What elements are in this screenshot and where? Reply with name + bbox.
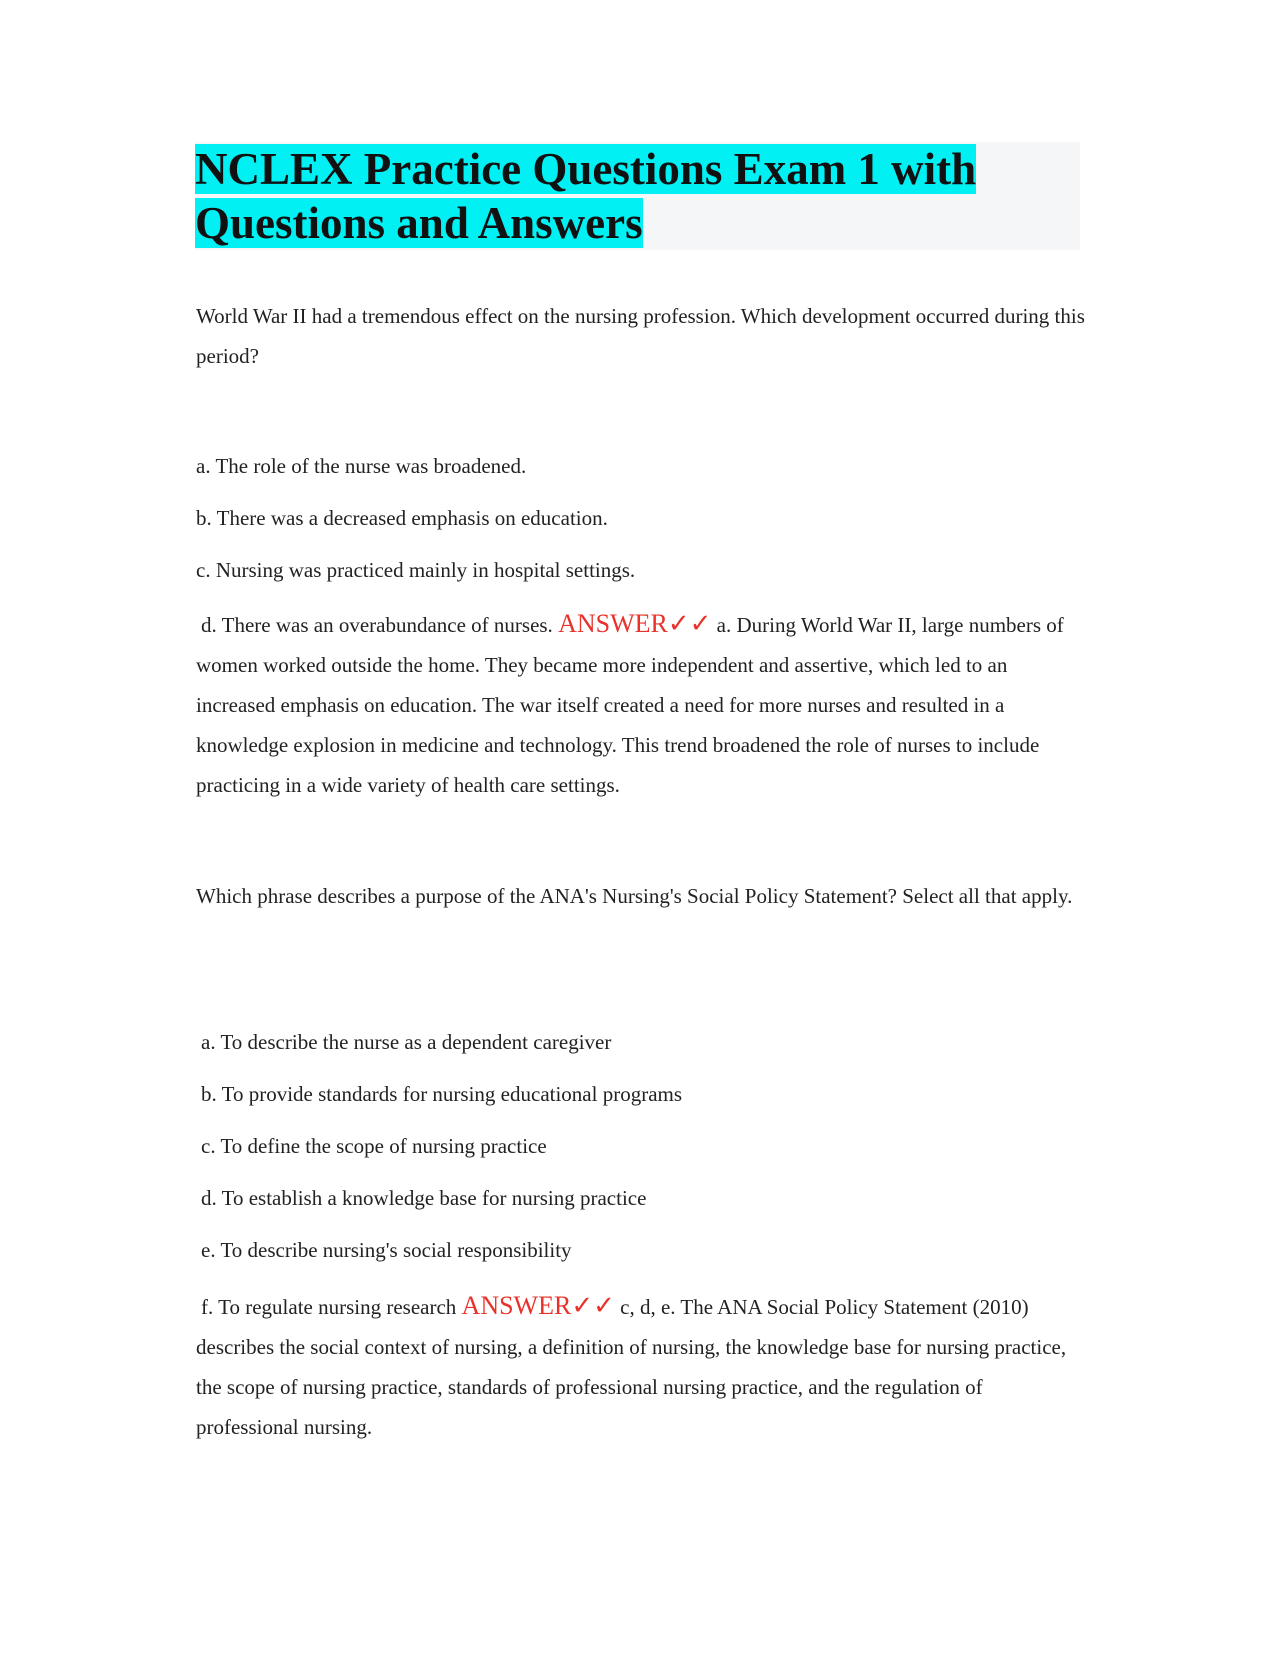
question-2-options <box>201 1016 1091 1276</box>
question-2-option-f: f. To regulate nursing research <box>201 1295 457 1319</box>
question-2-answer-text: c, d, e. The ANA Social Policy Statement (2010) describes the social context of nursing, a definition of nursing, the knowledge base for nursing practice, the scope of nursing practice, standards of professional nursing practice, and the regulation of professional nursing. <box>196 1295 1067 1439</box>
question-2-option-a: a. To describe the nurse as a dependent caregiver <box>201 1030 612 1054</box>
page-title <box>195 142 1055 250</box>
answer-marker-1: ANSWER✓✓ <box>558 609 712 638</box>
title-line-2: Questions and Answers <box>195 198 643 248</box>
question-2-option-b: b. To provide standards for nursing educational programs <box>201 1082 683 1106</box>
question-1-option-d: d. There was an overabundance of nurses. <box>201 613 553 637</box>
question-1-answer-text: a. During World War II, large numbers of women worked outside the home. They became more independent and assertive, which led to an increased emphasis on education. The war itself created a need for more nurses and resulted in a knowledge explosion in medicine and technology. This trend broadened the role of nurses to include practicing in a wide variety of health care settings. <box>196 613 1064 797</box>
question-1-option-c: c. Nursing was practiced mainly in hospital settings. <box>196 558 636 582</box>
question-2-answer <box>196 1286 1086 1447</box>
question-1-option-a: a. The role of the nurse was broadened. <box>196 454 527 478</box>
question-1-text: World War II had a tremendous effect on the nursing profession. Which development occurred during this period? <box>196 304 1085 368</box>
question-2-option-e: e. To describe nursing's social responsibility <box>201 1238 572 1262</box>
question-1-answer <box>196 604 1086 805</box>
title-line-1: NCLEX Practice Questions Exam 1 with <box>195 144 977 194</box>
answer-marker-2: ANSWER✓✓ <box>461 1291 615 1320</box>
title-block <box>195 142 1080 250</box>
question-2-text: Which phrase describes a purpose of the ANA's Nursing's Social Policy Statement? Select all that apply. <box>196 884 1073 908</box>
question-1-option-b: b. There was a decreased emphasis on education. <box>196 506 608 530</box>
question-2-option-c: c. To define the scope of nursing practice <box>201 1134 547 1158</box>
question-2-option-d: d. To establish a knowledge base for nursing practice <box>201 1186 647 1210</box>
question-1-options <box>196 440 1086 596</box>
